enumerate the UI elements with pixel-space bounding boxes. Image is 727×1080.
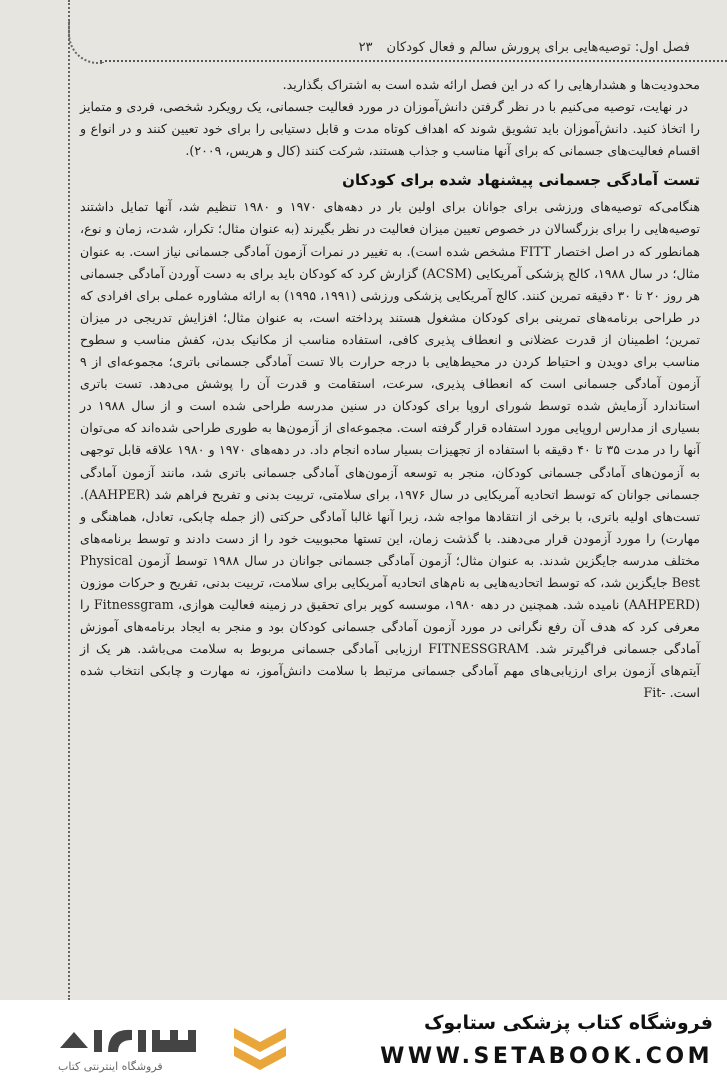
page-margin-dotted-line xyxy=(68,0,70,1000)
logo-subtitle: فروشگاه اینترنتی کتاب xyxy=(58,1060,163,1073)
paragraph: هنگامی‌که توصیه‌های ورزشی برای جوانان برای اولین بار در دهه‌های ۱۹۷۰ و ۱۹۸۰ تنظیم شد، آنها تمایل داشتند توصیه‌هایی را برای بزرگسالان در خصوص تعیین میزان فعالیت در نظر بگیرند (به عنوان مثال؛ تکرار، شدت، زمان و نوع، همانطور که در اصل اختصار FITT مشخص شده است). به تغییر در نمرات آزمون آمادگی جسمانی نیاز است. به عنوان مثال؛ در سال ۱۹۸۸، کالج پزشکی آمریکایی (ACSM) گزارش کرد که کودکان باید برای به دست آوردن آمادگی جسمانی هر روز ۲۰ تا ۳۰ دقیقه تمرین کنند. کالج آمریکایی پزشکی ورزشی (۱۹۹۱، ۱۹۹۵) به ارائه مشاوره عملی برای افرادی که در طراحی برنامه‌های تمرینی برای کودکان مشغول هستند پرداخته است، به عنوان مثال؛ افزایش تدریجی در میزان تمرین؛ اطمینان از قدرت عضلانی و انعطاف پذیری کافی، استفاده مناسب از مکانیک بدن، کفش مناسب و سطوح مناسب برای دویدن و احتیاط کردن در محیط‌هایی با درجه حرارت بالا تست آمادگی جسمانی باتری؛ مجموعه‌ای از ۹ آزمون آمادگی جسمانی است که انعطاف پذیری، سرعت، استقامت و قدرت آن را پوشش می‌دهد. تست باتری استاندارد آزمایش شده توسط شورای اروپا برای کودکان در سنین مدرسه طراحی شده است و از سال ۱۹۸۸ در بسیاری از مدارس اروپایی مورد استفاده قرار گرفته است. مجموعه‌ای از آزمون‌ها به طوری طراحی شده‌اند که می‌توان آنها را در مدت ۳۵ تا ۴۰ دقیقه با استفاده از تجهیزات بسیار ساده انجام داد. در دهه‌های ۱۹۷۰ و ۱۹۸۰ علاقه قابل توجهی به آزمون‌های آمادگی جسمانی کودکان، منجر به توسعه آزمون‌های آمادگی جسمانی باتری شد، مانند آزمون آمادگی جسمانی جوانان که توسط اتحادیه آمریکایی در سال ۱۹۷۶، برای سلامتی، تربیت بدنی و تفریح فراهم شد (AAHPER). تست‌های اولیه باتری، با برخی از انتقادها مواجه شد، زیرا آنها غالبا آمادگی حرکتی (از جمله چابکی، تعادل، هماهنگی و مهارت) را مورد آزمودن قرار می‌دهند. با گذشت زمان، این تستها محبوبیت خود را از دست دادند و توسط برنامه‌های مختلف مدرسه جایگزین شدند. به عنوان مثال؛ آزمون آمادگی جسمانی جوانان در سال ۱۹۸۸ توسط آزمون Physical Best جایگزین شد، که توسط اتحادیه‌هایی به نام‌های اتحادیه آمریکایی برای سلامت، تربیت بدنی، تفریح و حرکات موزون (AAHPERD) نامیده شد. همچنین در دهه ۱۹۸۰، موسسه کوپر برای تحقیق در زمینه فعالیت هوازی، Fitnessgram را معرفی کرد که هدف آن رفع نگرانی در مورد آزمون آمادگی جسمانی کودکان بود و منجر به ایجاد برنامه‌های آموزش آمادگی جسمانی فراگیرتر شد. FITNESSGRAM ارزیابی آمادگی جسمانی مربوط به سلامت می‌باشد. هر یک از آیتم‌های آزمون برای ارزیابی‌های مهم آمادگی جسمانی مرتبط با سلامت دانش‌آموز، نه مهارت و چابکی انتخاب شده است. -Fit xyxy=(80,199,701,701)
store-name: فروشگاه کتاب پزشکی ستابوک xyxy=(423,1012,713,1034)
page-number: ۲۳ xyxy=(358,39,373,55)
chevron-logo-icon xyxy=(230,1022,290,1072)
paragraph: محدودیت‌ها و هشدارهایی را که در این فصل ارائه شده است به اشتراک بگذارید. xyxy=(282,77,700,92)
logo-wordmark-icon xyxy=(54,1018,224,1062)
store-url-link[interactable]: WWW.SETABOOK.COM xyxy=(380,1044,713,1069)
running-header xyxy=(110,36,690,58)
page-corner-ornament xyxy=(68,20,104,64)
publisher-footer xyxy=(0,1000,727,1080)
setabook-logo[interactable] xyxy=(20,1012,290,1072)
section-heading: تست آمادگی جسمانی پیشنهاد شده برای کودکان xyxy=(342,171,700,190)
page-body xyxy=(80,74,700,705)
paragraph: در نهایت، توصیه می‌کنیم با در نظر گرفتن دانش‌آموزان در مورد فعالیت جسمانی، یک رویکرد شخصی، فردی و متمایز را اتخاذ کنید. دانش‌آموزان باید تشویق شوند که اهداف کوتاه مدت و قابل دستیابی را برای خود تعیین کنند و در انواع و اقسام فعالیت‌های جسمانی که برای آنها مناسب و جذاب هستند، شرکت کنند (کال و هریس، ۲۰۰۹). xyxy=(80,99,700,159)
chapter-title: فصل اول: توصیه‌هایی برای پرورش سالم و فعال کودکان xyxy=(386,39,690,55)
header-dotted-line xyxy=(100,60,727,62)
